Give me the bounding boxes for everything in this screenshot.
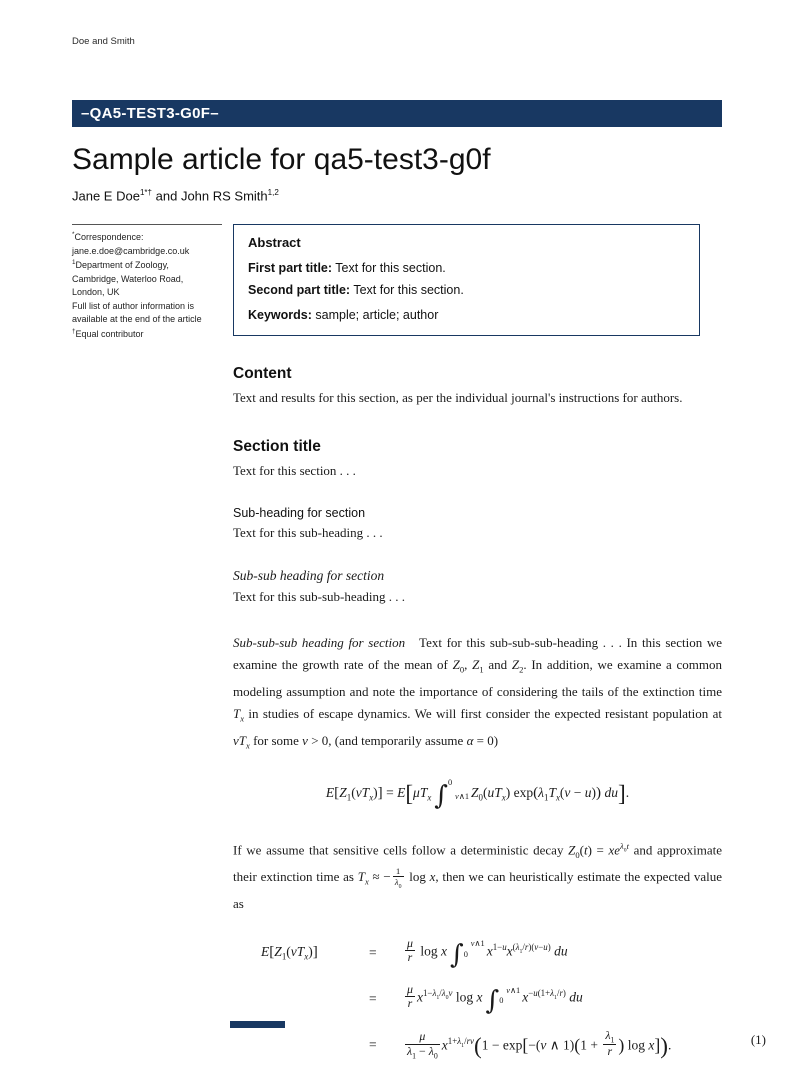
equation-relation: = <box>369 1036 377 1052</box>
abstract-box <box>233 224 700 336</box>
abstract-keywords <box>248 308 685 322</box>
decay-paragraph: If we assume that sensitive cells follow a deterministic decay $Z_0(t) = xe^{\lambda_0t}$ and approximate their extinction time as $T_x$ ≈ − $\frac{1}{\lambda_0}$ log x, then we can heuristically estimate the expected value as <box>233 840 722 911</box>
abstract-item <box>248 261 685 275</box>
section-heading-title: Section title <box>233 438 321 456</box>
footer-mark <box>230 1021 285 1028</box>
sub-heading-text: Text for this sub-heading . . . <box>233 525 383 541</box>
paragraph-text: Text for this sub-sub-sub-heading . . . In this section we examine the growth rate of the mean of $Z_0$, $Z_1$ and $Z_2$. In addition, we examine a common modeling assumption and note the importance of considering the tails of the extinction time $T_x$ in studies of escape dynamics. We will first consider the expected resistant population at $vT_x$ for some v > 0, (and temporarily assume α = 0) <box>233 635 723 751</box>
correspondence-note: *Correspondence: jane.e.doe@cambridge.co.uk $^1$Department of Zoology, Cambridge, Waterloo Road, London, UK Full list of author information is available at the end of the article †Equal contributor <box>72 231 202 339</box>
abstract-item-text: Text for this section. <box>353 283 464 298</box>
equation-row <box>233 983 722 1016</box>
equation-lhs: $E[Z_1(vT_x)]$ <box>261 944 318 962</box>
banner-text: –QA5-TEST3-G0F– <box>81 105 219 122</box>
equation-rhs: $\frac{\mu}{r}$ $x^{1-\lambda_1/\lambda_0v}$ log x ∫ v∧1 0 $x^{-u(1+\lambda_1/r)}$ du <box>407 981 583 1016</box>
authors-line: Jane E Doe$^{1*\dagger}$ and John RS Smith$^{1,2}$ <box>72 188 279 204</box>
equation-rhs: $\frac{\mu}{r}$ log x ∫ v∧1 0 $x^{1-u}x^{(\lambda_1/r)(v-u)}$ du <box>407 935 568 970</box>
article-id-banner <box>72 100 722 127</box>
article-title: Sample article for qa5-test3-g0f <box>72 143 491 176</box>
aligned-equations <box>233 935 766 1061</box>
running-header: Doe and Smith <box>72 36 135 47</box>
abstract-heading: Abstract <box>248 235 301 251</box>
equation-relation: = <box>369 991 377 1007</box>
section-heading-content: Content <box>233 365 292 383</box>
sub-sub-heading: Sub-sub heading for section <box>233 568 385 584</box>
section-text: Text for this section . . . <box>233 463 356 479</box>
equation-row <box>233 937 722 970</box>
abstract-item-label: First part title: <box>248 261 333 276</box>
abstract-item <box>248 283 685 297</box>
abstract-item-text: Text for this section. <box>335 261 446 276</box>
run-in-heading: Sub-sub-sub heading for section <box>233 635 406 651</box>
equation-number: (1) <box>750 1032 766 1048</box>
author-info-sidebar <box>72 224 222 341</box>
equation-relation: = <box>369 945 377 961</box>
abstract-item-text: sample; article; author <box>315 308 439 323</box>
abstract-item-label: Keywords: <box>248 308 312 323</box>
sub-heading: Sub-heading for section <box>233 506 366 521</box>
content-paragraph: Text and results for this section, as per the individual journal's instructions for authors. <box>233 390 683 406</box>
two-column-area <box>72 224 766 1073</box>
abstract-item-label: Second part title: <box>248 283 351 298</box>
display-equation: $E[Z_1(vT_x)] = E[\mu T_x$ ∫ v∧1 0 $Z_0(uT_x) \exp(\lambda_1T_x(v - u))$ du]. <box>325 778 630 812</box>
sub-sub-sub-paragraph <box>233 632 722 756</box>
equation-rhs: $\frac{\mu}{\lambda_1 - \lambda_0}$ $x^{1+\lambda_1/rv}(1 - \exp[-(v$ ∧ 1)(1 + $\frac{\lambda_1}{r}$ ) log x]). <box>407 1027 672 1061</box>
equation-row <box>233 1029 722 1061</box>
main-column <box>233 224 766 1073</box>
sub-sub-heading-text: Text for this sub-sub-heading . . . <box>233 589 406 605</box>
